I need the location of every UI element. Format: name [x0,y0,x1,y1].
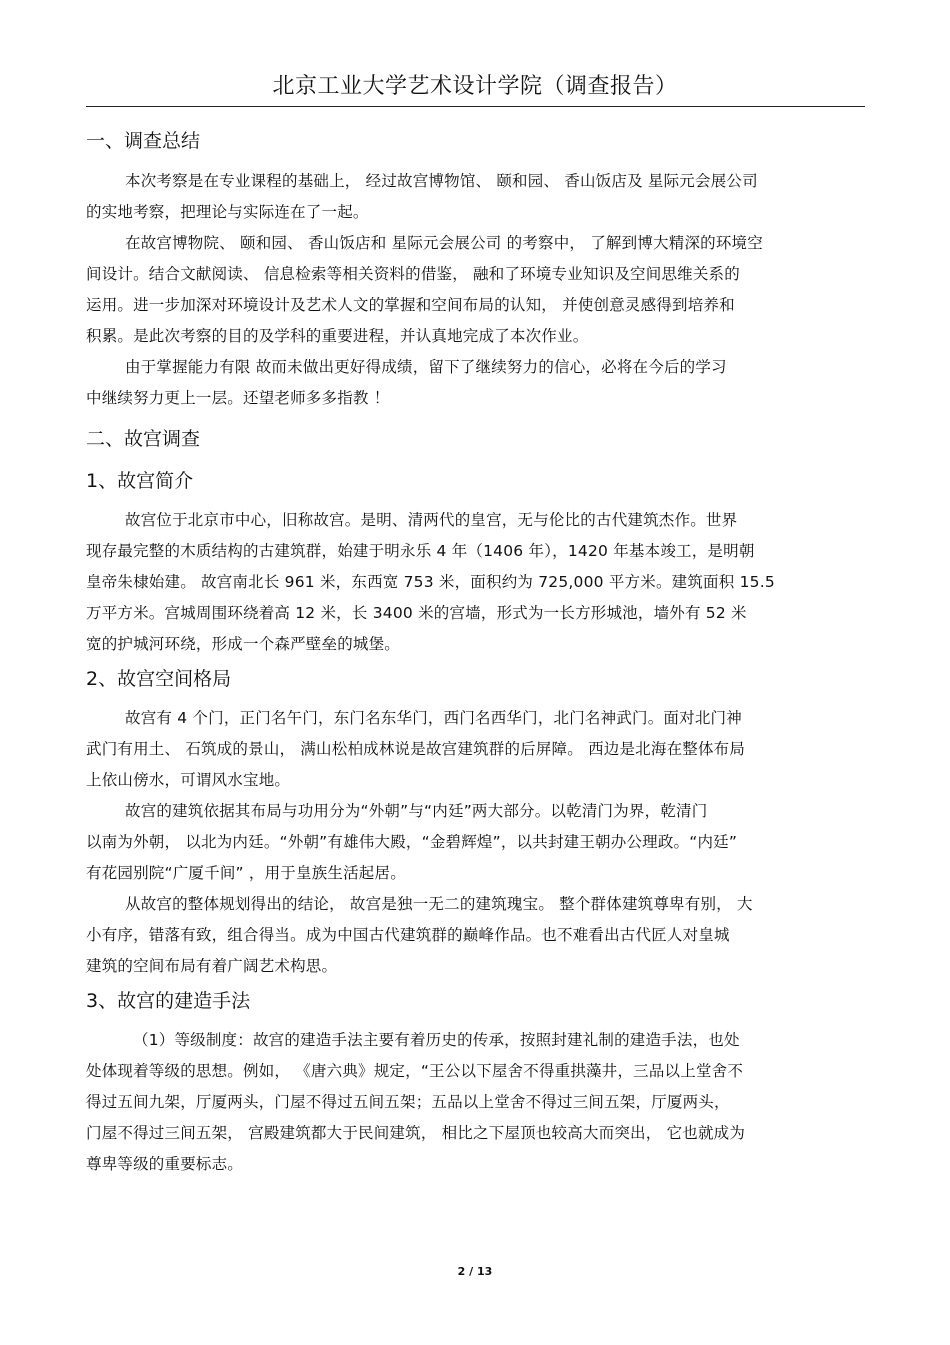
paragraph-line: 故宫有 4 个门，正门名午门，东门名东华门，西门名西华门，北门名神武门。面对北门神 [125,709,742,727]
paragraph-line: 由于掌握能力有限 故而未做出更好得成绩，留下了继续努力的信心，必将在今后的学习 [125,358,727,376]
paragraph-line: 上依山傍水，可谓风水宝地。 [86,771,291,789]
page-number: 2 / 13 [457,1265,493,1278]
paragraph-line: 的实地考察，把理论与实际连在了一起。 [86,203,369,221]
paragraph-line: 从故宫的整体规划得出的结论， 故宫是独一无二的建筑瑰宝。 整个群体建筑尊卑有别， 大 [125,895,753,913]
subsection-heading-intro: 1、故宫简介 [86,470,194,492]
paragraph-line: 得过五间九架，厅厦两头，门屋不得过五间五架；五品以上堂舍不得过三间五架，厅厦两头， [86,1093,730,1111]
paragraph-line: 小有序，错落有致，组合得当。成为中国古代建筑群的巅峰作品。也不难看出古代匠人对皇城 [86,926,730,944]
paragraph-line: （1）等级制度：故宫的建造手法主要有着历史的传承，按照封建礼制的建造手法，也处 [133,1031,740,1049]
paragraph-line: 在故宫博物院、 颐和园、 香山饭店和 星际元会展公司 的考察中， 了解到博大精深的环境空 [125,234,763,252]
paragraph-line: 积累。是此次考察的目的及学科的重要进程，并认真地完成了本次作业。 [86,327,589,345]
paragraph-line: 中继续努力更上一层。还望老师多多指教 ！ [86,389,390,407]
page-header-title: 北京工业大学艺术设计学院（调查报告） [272,74,678,99]
paragraph-line: 建筑的空间布局有着广阔艺术构思。 [86,957,338,975]
paragraph-line: 万平方米。宫城周围环绕着高 12 米，长 3400 米的宫墙，形式为一长方形城池，墙外有 52 米 [86,604,747,622]
paragraph-line: 宽的护城河环绕，形成一个森严壁垒的城堡。 [86,635,401,653]
section-heading-palace-survey: 二、故宫调查 [86,428,201,450]
paragraph-line: 门屋不得过三间五架， 宫殿建筑都大于民间建筑， 相比之下屋顶也较高大而突出， 它也就成为 [86,1124,746,1142]
paragraph-line: 有花园别院“广厦千间” ，用于皇族生活起居。 [86,864,406,882]
paragraph-line: 武门有用土、 石筑成的景山， 满山松柏成林说是故宫建筑群的后屏障。 西边是北海在整体布局 [86,740,746,758]
subsection-heading-construction: 3、故宫的建造手法 [86,990,251,1012]
paragraph-line: 尊卑等级的重要标志。 [86,1155,244,1173]
paragraph-line: 故宫的建筑依据其布局与功用分为“外朝”与“内廷”两大部分。以乾清门为界，乾清门 [125,802,708,820]
paragraph-line: 处体现着等级的思想。例如， 《唐六典》规定，“王公以下屋舍不得重拱藻井，三品以上堂舍不 [86,1062,744,1080]
paragraph-line: 现存最完整的木质结构的古建筑群，始建于明永乐 4 年（1406 年），1420 年基本竣工，是明朝 [86,542,755,560]
paragraph-line: 以南为外朝， 以北为内廷。“外朝”有雄伟大殿，“金碧辉煌”，以共封建王朝办公理政。“内廷” [86,833,738,851]
paragraph-line: 皇帝朱棣始建。 故宫南北长 961 米，东西宽 753 米，面积约为 725,000 平方米。建筑面积 15.5 [86,573,775,591]
paragraph-line: 间设计。结合文献阅读、 信息检索等相关资料的借鉴， 融和了环境专业知识及空间思维关系的 [86,265,740,283]
header-divider [86,106,865,107]
paragraph-line: 故宫位于北京市中心，旧称故宫。是明、清两代的皇宫，无与伦比的古代建筑杰作。世界 [125,511,738,529]
paragraph-line: 运用。进一步加深对环境设计及艺术人文的掌握和空间布局的认知， 并使创意灵感得到培养和 [86,296,735,314]
section-heading-summary: 一、调查总结 [86,130,201,152]
subsection-heading-layout: 2、故宫空间格局 [86,668,232,690]
paragraph-line: 本次考察是在专业课程的基础上， 经过故宫博物馆、 颐和园、 香山饭店及 星际元会展公司 [125,172,758,190]
document-body [86,126,866,1180]
